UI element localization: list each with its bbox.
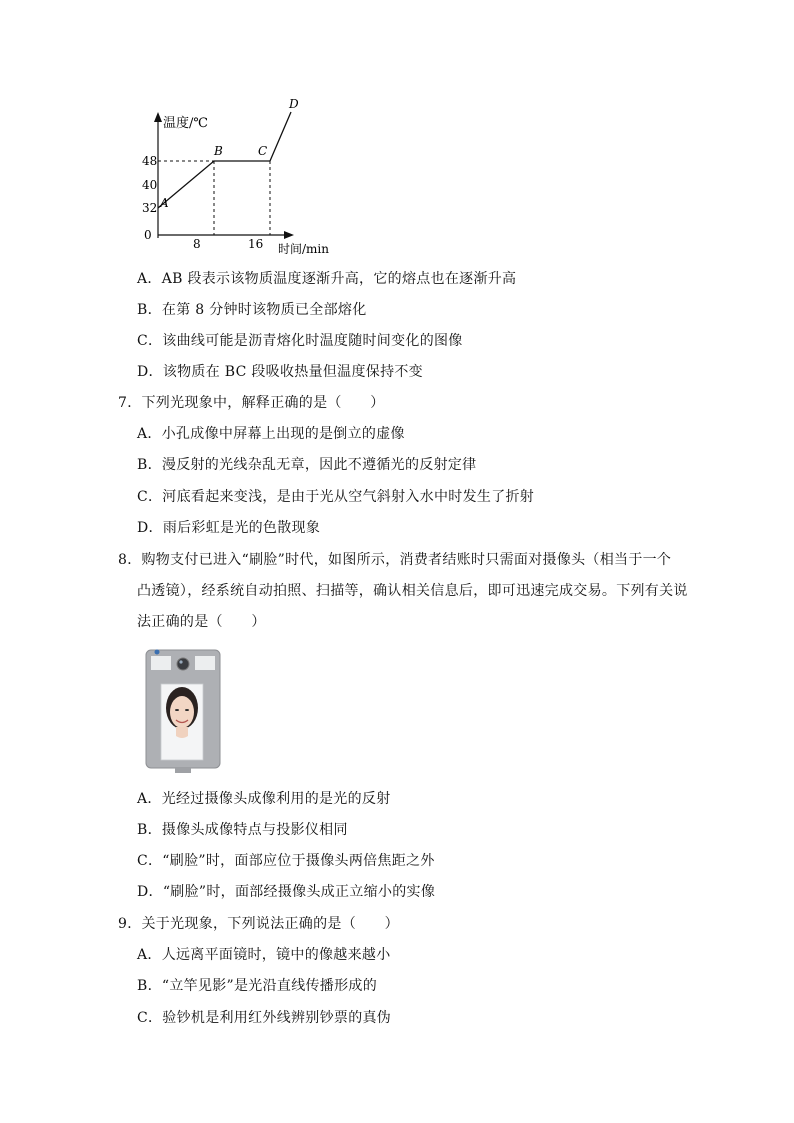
- terminal-base: [175, 768, 191, 773]
- q6-option-d: D．该物质在 BC 段吸收热量但温度保持不变: [137, 364, 423, 380]
- q7-option-a: A．小孔成像中屏幕上出现的是倒立的虚像: [137, 426, 405, 442]
- temperature-time-chart: [138, 98, 348, 260]
- x-tick-16: 16: [248, 237, 264, 251]
- point-label-d: D: [289, 98, 299, 111]
- origin-label: 0: [144, 228, 152, 242]
- q9-option-b: B．“立竿见影”是光沿直线传播形成的: [137, 978, 378, 994]
- x-axis-label: 时间/min: [278, 242, 329, 256]
- y-axis-label: 温度/℃: [163, 116, 208, 131]
- face-icon: [170, 696, 194, 728]
- q7-stem: 7．下列光现象中，解释正确的是（ ）: [118, 395, 385, 411]
- q8-option-b: B．摄像头成像特点与投影仪相同: [137, 822, 348, 838]
- brand-logo-icon: [155, 650, 160, 655]
- y-tick-48: 48: [142, 154, 158, 168]
- terminal-bezel-top-right: [195, 656, 215, 670]
- x-axis-arrow: [284, 231, 294, 239]
- q7-option-d: D．雨后彩虹是光的色散现象: [137, 520, 321, 536]
- x-tick-8: 8: [193, 237, 201, 251]
- camera-lens-icon: [177, 658, 189, 670]
- face-payment-terminal-image: [145, 648, 223, 774]
- q8-stem-line-1: 8．购物支付已进入“刷脸”时代，如图所示，消费者结账时只需面对摄像头（相当于一个: [118, 552, 672, 568]
- q9-option-c: C．验钞机是利用红外线辨别钞票的真伪: [137, 1010, 392, 1026]
- q8-option-d: D．“刷脸”时，面部经摄像头成正立缩小的实像: [137, 884, 436, 900]
- q6-option-c: C．该曲线可能是沥青熔化时温度随时间变化的图像: [137, 333, 463, 349]
- camera-lens-glint: [179, 660, 182, 663]
- y-tick-40: 40: [142, 178, 158, 192]
- q6-option-a: A．AB 段表示该物质温度逐渐升高，它的熔点也在逐渐升高: [137, 271, 517, 287]
- q9-stem: 9．关于光现象，下列说法正确的是（ ）: [118, 916, 399, 932]
- q8-stem-line-2: 凸透镜），经系统自动拍照、扫描等，确认相关信息后，即可迅速完成交易。下列有关说: [137, 583, 688, 599]
- q9-option-a: A．人远离平面镜时，镜中的像越来越小: [137, 947, 391, 963]
- y-tick-32: 32: [142, 201, 158, 215]
- terminal-bezel-top-left: [151, 656, 171, 670]
- chart-axes: [142, 112, 329, 256]
- q8-option-c: C．“刷脸”时，面部应位于摄像头两倍焦距之外: [137, 853, 435, 869]
- point-label-a: A: [160, 196, 169, 210]
- q7-option-b: B．漫反射的光线杂乱无章，因此不遵循光的反射定律: [137, 457, 477, 473]
- q6-option-b: B．在第 8 分钟时该物质已全部熔化: [137, 302, 367, 318]
- q8-option-a: A．光经过摄像头成像利用的是光的反射: [137, 791, 391, 807]
- face-left-eye: [175, 709, 179, 711]
- face-neck: [176, 727, 188, 738]
- point-label-b: B: [214, 144, 223, 158]
- face-right-eye: [185, 709, 189, 711]
- y-axis-arrow: [154, 112, 162, 122]
- point-label-c: C: [258, 144, 268, 158]
- q7-option-c: C．河底看起来变浅，是由于光从空气斜射入水中时发生了折射: [137, 489, 535, 505]
- q8-stem-line-3: 法正确的是（ ）: [137, 614, 266, 630]
